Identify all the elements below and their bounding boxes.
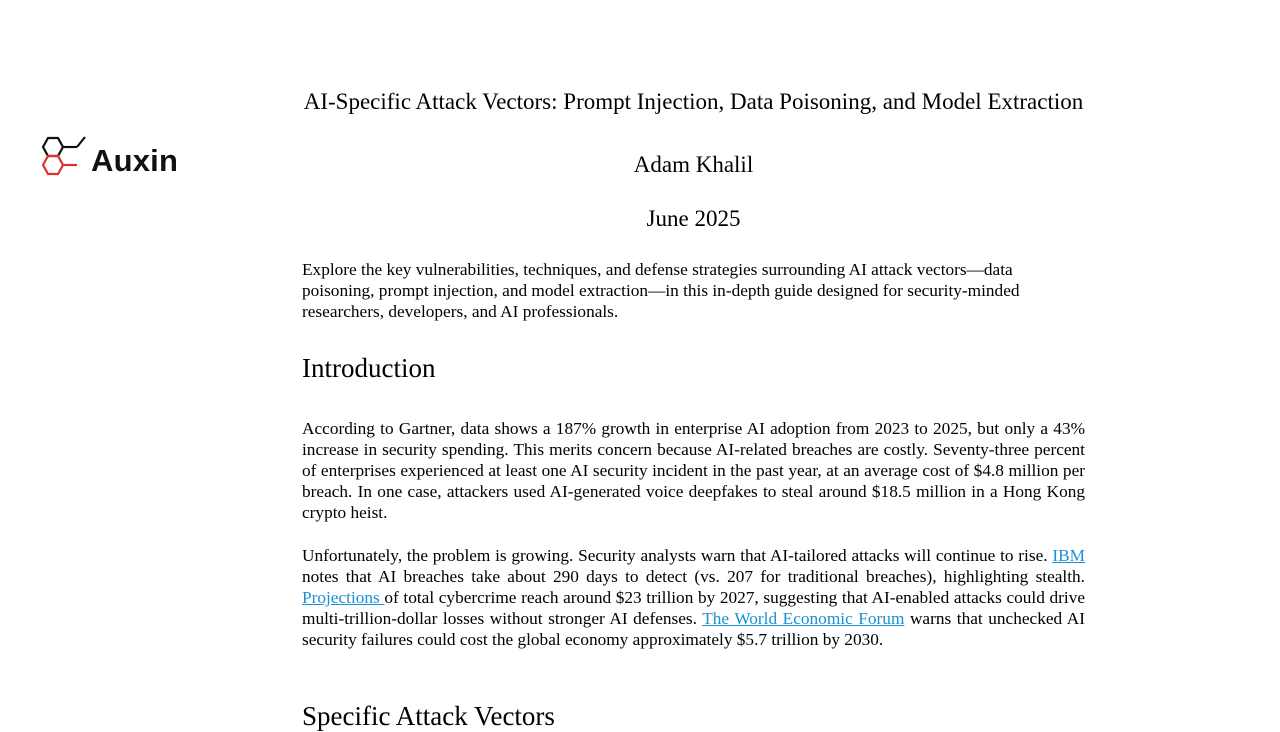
intro-paragraph-2-text-2: notes that AI breaches take about 290 days to detect (vs. 207 for traditional breaches), highlighting stealth. <box>302 567 1085 586</box>
logo <box>37 134 178 188</box>
projections-link[interactable]: Projections <box>302 588 385 607</box>
section-heading-specific-attack-vectors: Specific Attack Vectors <box>302 701 555 731</box>
document-date: June 2025 <box>646 206 741 231</box>
intro-paragraph-2-text-4: warns that unchecked AI security failures could cost the global economy approximately $5.7 trillion by 2030. <box>302 609 1085 649</box>
intro-paragraph-2 <box>302 545 1085 650</box>
document-author: Adam Khalil <box>633 152 754 177</box>
logo-text: Auxin <box>91 143 179 178</box>
abstract: Explore the key vulnerabilities, techniques, and defense strategies surrounding AI attack vectors—data poisoning, prompt injection, and model extraction—in this in-depth guide designed for security-minded researchers, developers, and AI professionals. <box>302 260 1020 321</box>
intro-paragraph-2-text-3: of total cybercrime reach around $23 trillion by 2027, suggesting that AI-enabled attacks could drive multi-trillion-dollar losses without stronger AI defenses. <box>302 588 1085 628</box>
ibm-link[interactable]: IBM <box>1052 546 1085 565</box>
intro-paragraph-2-text-1: Unfortunately, the problem is growing. Security analysts warn that AI-tailored attacks will continue to rise. <box>302 546 1053 565</box>
world-economic-forum-link[interactable]: The World Economic Forum <box>702 609 905 628</box>
document-title: AI-Specific Attack Vectors: Prompt Injection, Data Poisoning, and Model Extraction <box>303 89 1084 114</box>
intro-paragraph-1: According to Gartner, data shows a 187% growth in enterprise AI adoption from 2023 to 2025, but only a 43% increase in security spending. This merits concern because AI-related breaches are costly. Seventy-three percent of enterprises experienced at least one AI security incident in the past year, at an average cost of $4.8 million per breach. In one case, attackers used AI-generated voice deepfakes to steal around $18.5 million in a Hong Kong crypto heist. <box>302 419 1085 522</box>
section-heading-introduction: Introduction <box>302 353 436 383</box>
hexagon-molecule-icon <box>37 134 87 188</box>
